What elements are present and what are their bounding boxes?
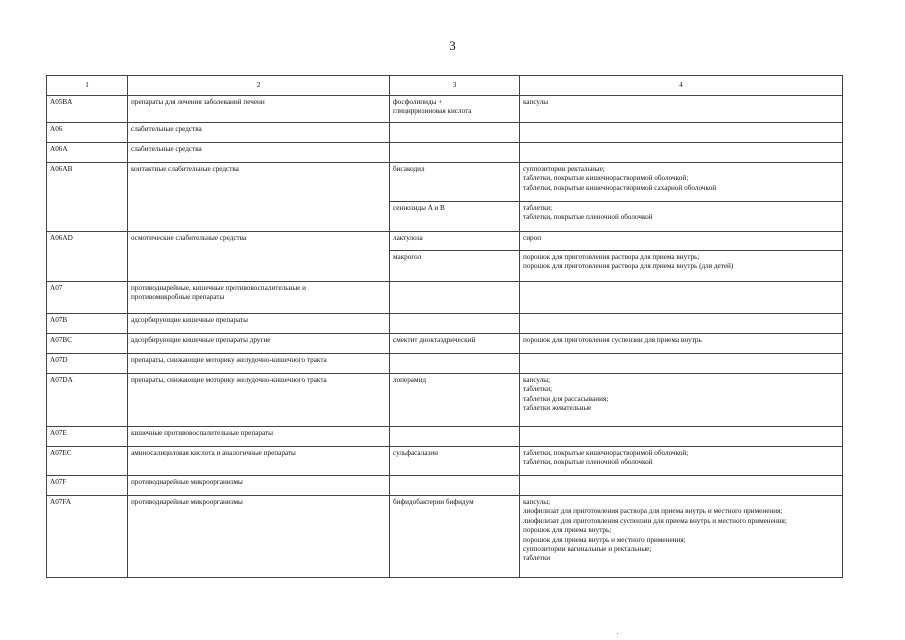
table-row [47, 232, 843, 251]
dosage-form-cell-line: таблетки; [523, 385, 553, 394]
group-name-cell [128, 496, 390, 578]
group-name-cell [128, 123, 390, 143]
drug-name-cell [390, 143, 520, 163]
dosage-form-cell-line: сироп [523, 234, 542, 242]
atc-code-cell: A06AB [47, 163, 128, 232]
group-name-cell [128, 427, 390, 447]
dosage-form-cell-line: порошок для приема внутрь; [523, 526, 612, 535]
group-name-cell-line: препараты, снижающие моторику желудочно-кишечного тракта [131, 356, 327, 364]
drug-name-cell [390, 202, 520, 232]
drug-name-cell-line: бисакодил [393, 165, 425, 173]
column-number-2: 2 [128, 76, 390, 96]
drug-name-cell [390, 251, 520, 282]
dosage-form-cell [520, 354, 843, 374]
group-name-cell [128, 163, 390, 232]
drug-name-cell-line: лактулоза [393, 234, 423, 242]
group-name-cell-line: адсорбирующие кишечные препараты другие [131, 336, 271, 344]
group-name-cell [128, 143, 390, 163]
table-row [47, 496, 843, 578]
dosage-form-cell [520, 496, 843, 578]
dosage-form-cell [520, 476, 843, 496]
dosage-form-cell-line: порошок для приготовления раствора для приема внутрь (для детей) [523, 262, 734, 271]
group-name-cell-line: препараты, снижающие моторику желудочно-кишечного тракта [131, 376, 327, 384]
group-name-cell-line: противомикробные препараты [131, 293, 225, 302]
group-name-cell [128, 447, 390, 476]
drug-name-cell [390, 282, 520, 314]
group-name-cell-line: слабительные средства [131, 145, 202, 153]
dosage-form-cell-line: капсулы; [523, 498, 551, 506]
column-number-4: 4 [520, 76, 843, 96]
atc-code-cell: A06AD [47, 232, 128, 282]
page-number: 3 [449, 38, 456, 53]
group-name-cell-line: слабительные средства [131, 125, 202, 133]
dosage-form-cell [520, 143, 843, 163]
drug-name-cell [390, 496, 520, 578]
drug-name-cell [390, 314, 520, 334]
atc-code-cell: A06 [47, 123, 128, 143]
table-row [47, 282, 843, 314]
drug-name-cell [390, 334, 520, 354]
group-name-cell [128, 354, 390, 374]
dosage-form-cell [520, 282, 843, 314]
atc-code-cell: A07 [47, 282, 128, 314]
dosage-form-cell-line: таблетки, покрытые кишечнорастворимой сахарной оболочкой [523, 183, 717, 192]
dosage-form-cell-line: капсулы; [523, 376, 551, 384]
dosage-form-cell [520, 163, 843, 202]
atc-code-cell: A07D [47, 354, 128, 374]
dosage-form-cell [520, 374, 843, 427]
column-number-3: 3 [390, 76, 520, 96]
group-name-cell-line: адсорбирующие кишечные препараты [131, 316, 248, 324]
atc-code-cell: A06A [47, 143, 128, 163]
dosage-form-cell-line: таблетки, покрытые пленочной оболочкой [523, 458, 653, 467]
table-row [47, 447, 843, 476]
drug-name-cell [390, 476, 520, 496]
drug-name-cell-line: смектит диоктаэдрический [393, 336, 476, 344]
dosage-form-cell [520, 427, 843, 447]
column-number-row [47, 76, 843, 96]
group-name-cell [128, 476, 390, 496]
group-name-cell-line: аминосалициловая кислота и аналогичные препараты [131, 449, 296, 457]
atc-code-cell: A07BC [47, 334, 128, 354]
drug-name-cell [390, 374, 520, 427]
dosage-form-cell-line: таблетки, покрытые кишечнорастворимой оболочкой; [523, 449, 689, 457]
drug-name-cell-line: макрогол [393, 253, 422, 261]
drug-name-cell-line: бифидобактерии бифидум [393, 498, 474, 506]
dosage-form-cell [520, 334, 843, 354]
dosage-form-cell-line: таблетки для рассасывания; [523, 394, 609, 403]
dosage-form-cell-line: капсулы [523, 98, 549, 106]
drug-name-cell-line: сульфасалазин [393, 449, 438, 457]
drug-name-cell [390, 427, 520, 447]
group-name-cell [128, 282, 390, 314]
dosage-form-cell-line: порошок для приготовления раствора для приема внутрь; [523, 253, 700, 261]
dosage-form-cell-line: таблетки [523, 554, 551, 563]
table-row [47, 123, 843, 143]
drug-name-cell [390, 447, 520, 476]
drug-name-cell [390, 163, 520, 202]
atc-code-cell: A07F [47, 476, 128, 496]
dosage-form-cell [520, 202, 843, 232]
drug-name-cell [390, 123, 520, 143]
group-name-cell [128, 314, 390, 334]
group-name-cell [128, 334, 390, 354]
dosage-form-cell-line: порошок для приема внутрь и местного применения; [523, 535, 686, 544]
dosage-form-cell-line: таблетки, покрытые кишечнорастворимой оболочкой; [523, 174, 689, 183]
dosage-form-cell [520, 447, 843, 476]
table-row [47, 163, 843, 202]
drug-name-cell-line: сеннозиды A и B [393, 204, 445, 212]
atc-drug-table [46, 75, 843, 578]
atc-code-cell: A07FA [47, 496, 128, 578]
group-name-cell-line: противодиарейные, кишечные противовоспалительные и [131, 284, 307, 292]
scan-speck [617, 633, 618, 634]
drug-name-cell-line: фосфолипиды + [393, 98, 443, 106]
dosage-form-cell-line: лиофилизат для приготовления раствора для приема внутрь и местного применения; [523, 507, 783, 516]
table-body [47, 96, 843, 578]
group-name-cell-line: осмотические слабительные средства [131, 234, 247, 242]
dosage-form-cell-line: таблетки; [523, 204, 553, 212]
atc-code-cell: A05BA [47, 96, 128, 123]
atc-code-cell: A07B [47, 314, 128, 334]
dosage-form-cell [520, 251, 843, 282]
group-name-cell-line: противодиарейные микроорганизмы [131, 498, 243, 506]
dosage-form-cell-line: таблетки жевательные [523, 404, 592, 413]
group-name-cell-line: противодиарейные микроорганизмы [131, 478, 243, 486]
group-name-cell [128, 232, 390, 282]
dosage-form-cell [520, 232, 843, 251]
dosage-form-cell [520, 314, 843, 334]
atc-code-cell: A07EC [47, 447, 128, 476]
drug-name-cell-line: лоперамид [393, 376, 427, 384]
group-name-cell [128, 96, 390, 123]
column-number-1: 1 [47, 76, 128, 96]
group-name-cell [128, 374, 390, 427]
table-row [47, 374, 843, 427]
dosage-form-cell-line: суппозитории вагинальные и ректальные; [523, 545, 652, 554]
group-name-cell-line: контактные слабительные средства [131, 165, 239, 173]
table-row [47, 427, 843, 447]
table-row [47, 476, 843, 496]
table-row [47, 314, 843, 334]
dosage-form-cell-line: лиофилизат для приготовления суспензии для приема внутрь и местного применения; [523, 516, 787, 525]
table-row [47, 334, 843, 354]
drug-name-cell [390, 232, 520, 251]
drug-name-cell [390, 354, 520, 374]
atc-code-cell: A07E [47, 427, 128, 447]
drug-name-cell-line: глицирризиновая кислота [393, 107, 472, 116]
dosage-form-cell [520, 123, 843, 143]
group-name-cell-line: препараты для лечения заболеваний печени [131, 98, 265, 106]
dosage-form-cell [520, 96, 843, 123]
atc-code-cell: A07DA [47, 374, 128, 427]
table-row [47, 143, 843, 163]
table-row [47, 354, 843, 374]
group-name-cell-line: кишечные противовоспалительные препараты [131, 429, 273, 437]
dosage-form-cell-line: суппозитории ректальные; [523, 165, 605, 173]
drug-name-cell [390, 96, 520, 123]
table-row [47, 96, 843, 123]
dosage-form-cell-line: порошок для приготовления суспензии для приема внутрь [523, 336, 702, 344]
dosage-form-cell-line: таблетки, покрытые пленочной оболочкой [523, 213, 653, 222]
